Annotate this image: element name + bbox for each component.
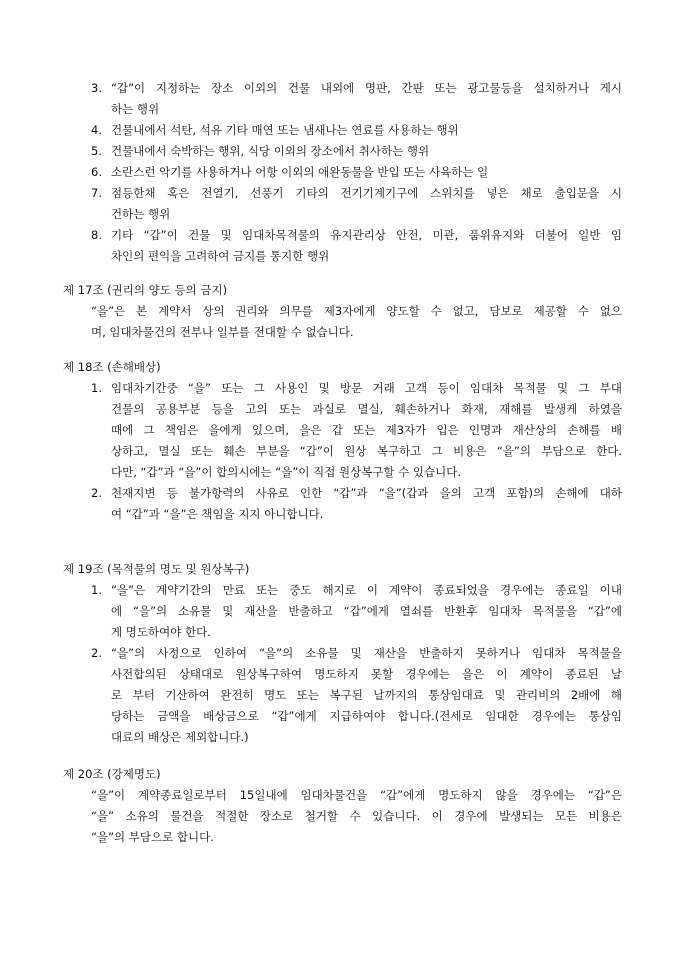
text-line: 건하는 행위 [111, 207, 171, 221]
text-line: 하는 행위 [111, 102, 160, 116]
text-line: 여 “갑”과 “을”은 책임을 지지 아니합니다. [111, 507, 324, 521]
list-number: 7. [91, 186, 102, 200]
text-line: “을”이 계약종료일로부터 15일내에 임대차물건을 “갑”에게 명도하지 않을 경우에는 “갑”은 [91, 788, 622, 802]
text-line: 로 부터 기산하여 완전히 명도 또는 복구된 날까지의 통상임대료 및 관리비의 2배에 해 [111, 688, 622, 702]
article-19-heading: 제 19조 (목적물의 명도 및 원상복구) [63, 562, 250, 576]
list-number: 8. [91, 228, 102, 242]
list-number: 1. [91, 583, 102, 597]
text-line: 당하는 금액을 배상금으로 “갑”에게 지급하여야 합니다.(전세로 임대한 경우에는 통상임 [111, 709, 622, 723]
text-line: 에 “을”의 소유물 및 재산을 반출하고 “갑”에게 열쇠를 반환후 임대차 목적물을 “갑”에 [111, 604, 622, 618]
list-number: 2. [91, 646, 102, 660]
text-line: 소란스런 악기를 사용하거나 어항 이외의 애완동물을 반입 또는 사육하는 일 [111, 165, 489, 179]
text-line: 천재지변 등 불가항력의 사유로 인한 “갑”과 “을”(갑과 을의 고객 포함)의 손해에 대하 [111, 486, 622, 500]
text-line: 게 명도하여야 한다. [111, 625, 211, 639]
text-line: “갑”이 지정하는 장소 이외의 건물 내외에 명판, 간판 또는 광고물등을 설치하거나 게시 [111, 81, 622, 95]
list-number: 1. [91, 381, 102, 395]
text-line: “을”의 부담으로 합니다. [91, 830, 214, 844]
article-17-body [91, 301, 622, 343]
text-line: “을”의 사정으로 인하여 “을”의 소유물 및 재산을 반출하지 못하거나 임대차 목적물을 [111, 646, 622, 660]
text-line: 대료의 배상은 제외합니다.) [111, 730, 249, 744]
text-line: 며, 임대차물건의 전부나 일부를 전대할 수 없습니다. [91, 325, 354, 339]
article-20-heading: 제 20조 (강제명도) [63, 767, 161, 781]
list-number: 5. [91, 144, 102, 158]
text-line: “을”은 계약기간의 만료 또는 중도 해지로 이 계약이 종료되었을 경우에는 종료일 이내 [111, 583, 622, 597]
list-number: 3. [91, 81, 102, 95]
list-number: 4. [91, 123, 102, 137]
text-line: 기타 “갑”이 건물 및 임대차목적물의 유지관리상 안전, 미관, 품위유지와 더불어 일반 임 [111, 228, 622, 242]
text-line: 건물의 공용부분 등을 고의 또는 과실로 멸실, 훼손하거나 화재, 재해를 발생케 하였을 [111, 402, 622, 416]
text-line: 다만, “갑”과 “을”이 합의시에는 “을”이 직접 원상복구할 수 있습니다. [111, 465, 462, 479]
text-line: 건물내에서 석탄, 석유 기타 매연 또는 냄새나는 연료를 사용하는 행위 [111, 123, 459, 137]
text-line: 점등한채 혹은 전열기, 선풍기 기타의 전기기계기구에 스위치를 넣은 채로 출입문을 시 [111, 186, 622, 200]
text-line: 상하고, 멸실 또는 훼손 부분을 “갑”이 원상 복구하고 그 비용은 “을”의 부담으로 한다. [111, 444, 622, 458]
article-20-body [91, 785, 622, 848]
article-18-heading: 제 18조 (손해배상) [63, 360, 161, 374]
list-number: 6. [91, 165, 102, 179]
text-line: 건물내에서 숙박하는 행위, 식당 이외의 장소에서 취사하는 행위 [111, 144, 430, 158]
text-line: 차인의 편익을 고려하여 금지를 통지한 행위 [111, 249, 330, 263]
text-line: 임대차기간중 “을” 또는 그 사용인 및 방문 거래 고객 등이 임대차 목적물 및 그 부대 [111, 381, 622, 395]
article-17-heading: 제 17조 (권리의 양도 등의 금지) [63, 283, 228, 297]
text-line: 사전합의된 상태대로 원상복구하여 명도하지 못할 경우에는 을은 이 계약이 종료된 날 [111, 667, 622, 681]
text-line: “을”은 본 계약서 상의 권리와 의무를 제3자에게 양도할 수 없고, 담보로 제공할 수 없으 [91, 304, 622, 318]
text-line: 때에 그 책임은 을에게 있으며, 을은 갑 또는 제3자가 입은 인명과 재산상의 손해를 배 [111, 423, 622, 437]
list-number: 2. [91, 486, 102, 500]
text-line: “을” 소유의 물건을 적절한 장소로 철거할 수 있습니다. 이 경우에 발생되는 모든 비용은 [91, 809, 622, 823]
